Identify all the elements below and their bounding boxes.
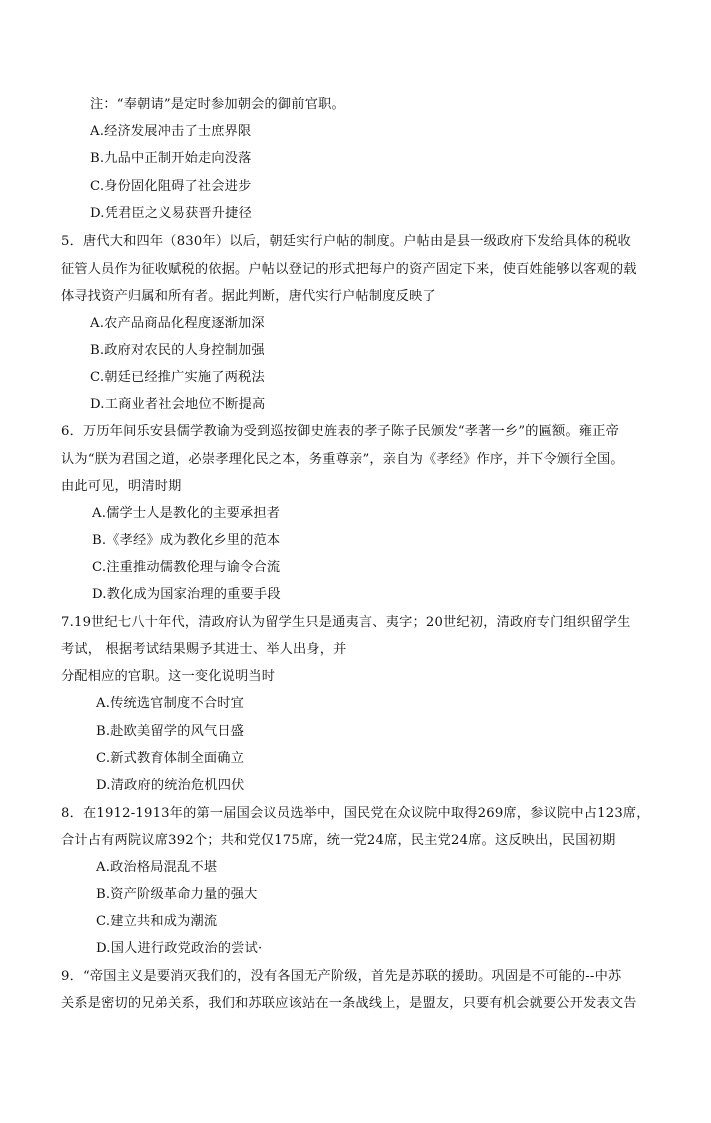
q4-option-b: B.九品中正制开始走向没落	[90, 151, 252, 166]
q4-option-a: A.经济发展冲击了士庶界限	[90, 124, 252, 139]
q6-stem-line-1: 6．万历年间乐安县儒学教谕为受到巡按御史旌表的孝子陈子民颁发“孝著一乡”的匾额。雍正帝	[61, 424, 619, 439]
q5-stem-line-3: 体寻找资产归属和所有者。据此判断，唐代实行户帖制度反映了	[61, 289, 436, 304]
q9-stem-line-2: 关系是密切的兄弟关系，我们和苏联应该站在一条战线上，是盟友，只要有机会就要公开发表文告	[61, 996, 637, 1011]
q7-stem-line-2: 考试， 根据考试结果赐予其进士、举人出身，并	[61, 642, 347, 657]
q8-option-d: D.国人进行政党政治的尝试·	[96, 941, 263, 956]
q7-option-c: C.新式教育体制全面确立	[96, 751, 245, 766]
q8-option-c: C.建立共和成为潮流	[96, 914, 218, 929]
q6-option-a: A.儒学士人是教化的主要承担者	[92, 506, 281, 521]
q4-note: 注：“奉朝请”是定时参加朝会的御前官职。	[90, 97, 345, 112]
q5-option-b: B.政府对农民的人身控制加强	[90, 343, 265, 358]
q6-option-c: C.注重推动儒教伦理与谕令合流	[92, 560, 281, 575]
q4-option-d: D.凭君臣之义易获晋升捷径	[90, 206, 252, 221]
q5-stem-line-1: 5．唐代大和四年（830年）以后，朝廷实行户帖的制度。户帖由是县一级政府下发给具体的税收	[61, 234, 631, 249]
q6-stem-line-3: 由此可见，明清时期	[61, 479, 182, 494]
q6-option-d: D.教化成为国家治理的重要手段	[92, 587, 281, 602]
q5-option-c: C.朝廷已经推广实施了两税法	[90, 370, 265, 385]
q7-stem-line-1: 7.19世纪七八十年代，清政府认为留学生只是通夷言、夷字；20世纪初，清政府专门组织留学生	[61, 615, 631, 630]
q8-option-a: A.政治格局混乱不堪	[96, 860, 218, 875]
q5-stem-line-2: 征管人员作为征收赋税的依据。户帖以登记的形式把每户的资产固定下来，使百姓能够以客观的载	[61, 262, 637, 277]
q7-option-b: B.赴欧美留学的风气日盛	[96, 724, 245, 739]
q8-stem-line-1: 8．在1912-1913年的第一届国会议员选举中，国民党在众议院中取得269席，参议院中占123席，	[61, 806, 650, 821]
q9-stem-line-1: 9．“帝国主义是要消灭我们的，没有各国无产阶级，首先是苏联的援助。巩固是不可能的--中苏	[61, 969, 622, 984]
q6-stem-line-2: 认为“朕为君国之道，必崇孝理化民之本，务重尊亲”，亲自为《孝经》作序，并下令颁行全国。	[61, 452, 624, 467]
q4-option-c: C.身份固化阻碍了社会进步	[90, 179, 252, 194]
q7-option-d: D.清政府的统治危机四伏	[96, 778, 245, 793]
q7-option-a: A.传统选官制度不合时宜	[96, 696, 244, 711]
q6-option-b: B.《孝经》成为教化乡里的范本	[92, 533, 281, 548]
q5-option-a: A.农产品商品化程度逐渐加深	[90, 316, 265, 331]
q7-stem-line-3: 分配相应的官职。这一变化说明当时	[61, 669, 276, 684]
q5-option-d: D.工商业者社会地位不断提高	[90, 397, 266, 412]
q8-option-b: B.资产阶级革命力量的强大	[96, 887, 258, 902]
q8-stem-line-2: 合计占有两院议席392个；共和党仅175席，统一党24席，民主党24席。这反映出，民国初期	[61, 833, 616, 848]
